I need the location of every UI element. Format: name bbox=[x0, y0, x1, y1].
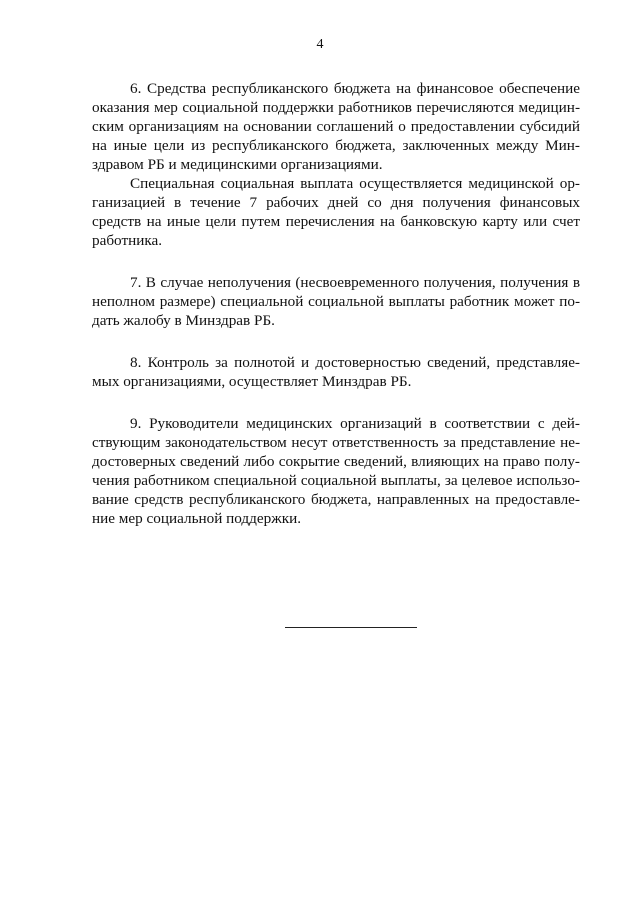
text-line: 7. В случае неполучения (несвоевременного получения, получения в bbox=[130, 274, 580, 291]
text-line: 8. Контроль за полнотой и достоверностью сведений, представляе- bbox=[130, 354, 580, 371]
text-line: дать жалобу в Минздрав РБ. bbox=[92, 312, 275, 329]
text-line: Специальная социальная выплата осуществляется медицинской ор- bbox=[130, 175, 580, 192]
paragraph-gap bbox=[92, 391, 580, 414]
text-line: на иные цели из республиканского бюджета, заключенных между Мин- bbox=[92, 137, 580, 154]
text-line: ганизацией в течение 7 рабочих дней со дня получения финансовых bbox=[92, 194, 580, 211]
text-line: вание средств республиканского бюджета, направленных на предоставле- bbox=[92, 491, 580, 508]
text-line: ским организациям на основании соглашений о предоставлении субсидий bbox=[92, 118, 580, 135]
text-line: чения работником специальной социальной выплаты, за целевое использо- bbox=[92, 472, 580, 489]
text-line: ствующим законодательством несут ответственность за представление не- bbox=[92, 434, 580, 451]
text-line: ние мер социальной поддержки. bbox=[92, 510, 302, 527]
text-line: здравом РБ и медицинскими организациями. bbox=[92, 156, 383, 173]
text-line: работника. bbox=[92, 232, 163, 249]
paragraph-6 bbox=[92, 79, 580, 174]
paragraph-6-continuation bbox=[92, 174, 580, 250]
paragraph-7 bbox=[92, 273, 580, 330]
text-line: оказания мер социальной поддержки работников перечисляются медицин- bbox=[92, 99, 580, 116]
paragraph-gap bbox=[92, 250, 580, 273]
document-body bbox=[92, 79, 580, 528]
paragraph-9 bbox=[92, 414, 580, 528]
text-line: мых организациями, осуществляет Минздрав РБ. bbox=[92, 373, 412, 390]
text-line: 9. Руководители медицинских организаций в соответствии с дей- bbox=[130, 415, 580, 432]
text-line: неполном размере) специальной социальной выплаты работник может по- bbox=[92, 293, 580, 310]
text-line: средств на иные цели путем перечисления на банковскую карту или счет bbox=[92, 213, 580, 230]
closing-divider-line bbox=[285, 627, 417, 628]
paragraph-8 bbox=[92, 353, 580, 391]
paragraph-gap bbox=[92, 330, 580, 353]
page-number: 4 bbox=[316, 37, 324, 52]
text-line: достоверных сведений либо сокрытие сведений, влияющих на право полу- bbox=[92, 453, 580, 470]
text-line: 6. Средства республиканского бюджета на финансовое обеспечение bbox=[130, 80, 580, 97]
